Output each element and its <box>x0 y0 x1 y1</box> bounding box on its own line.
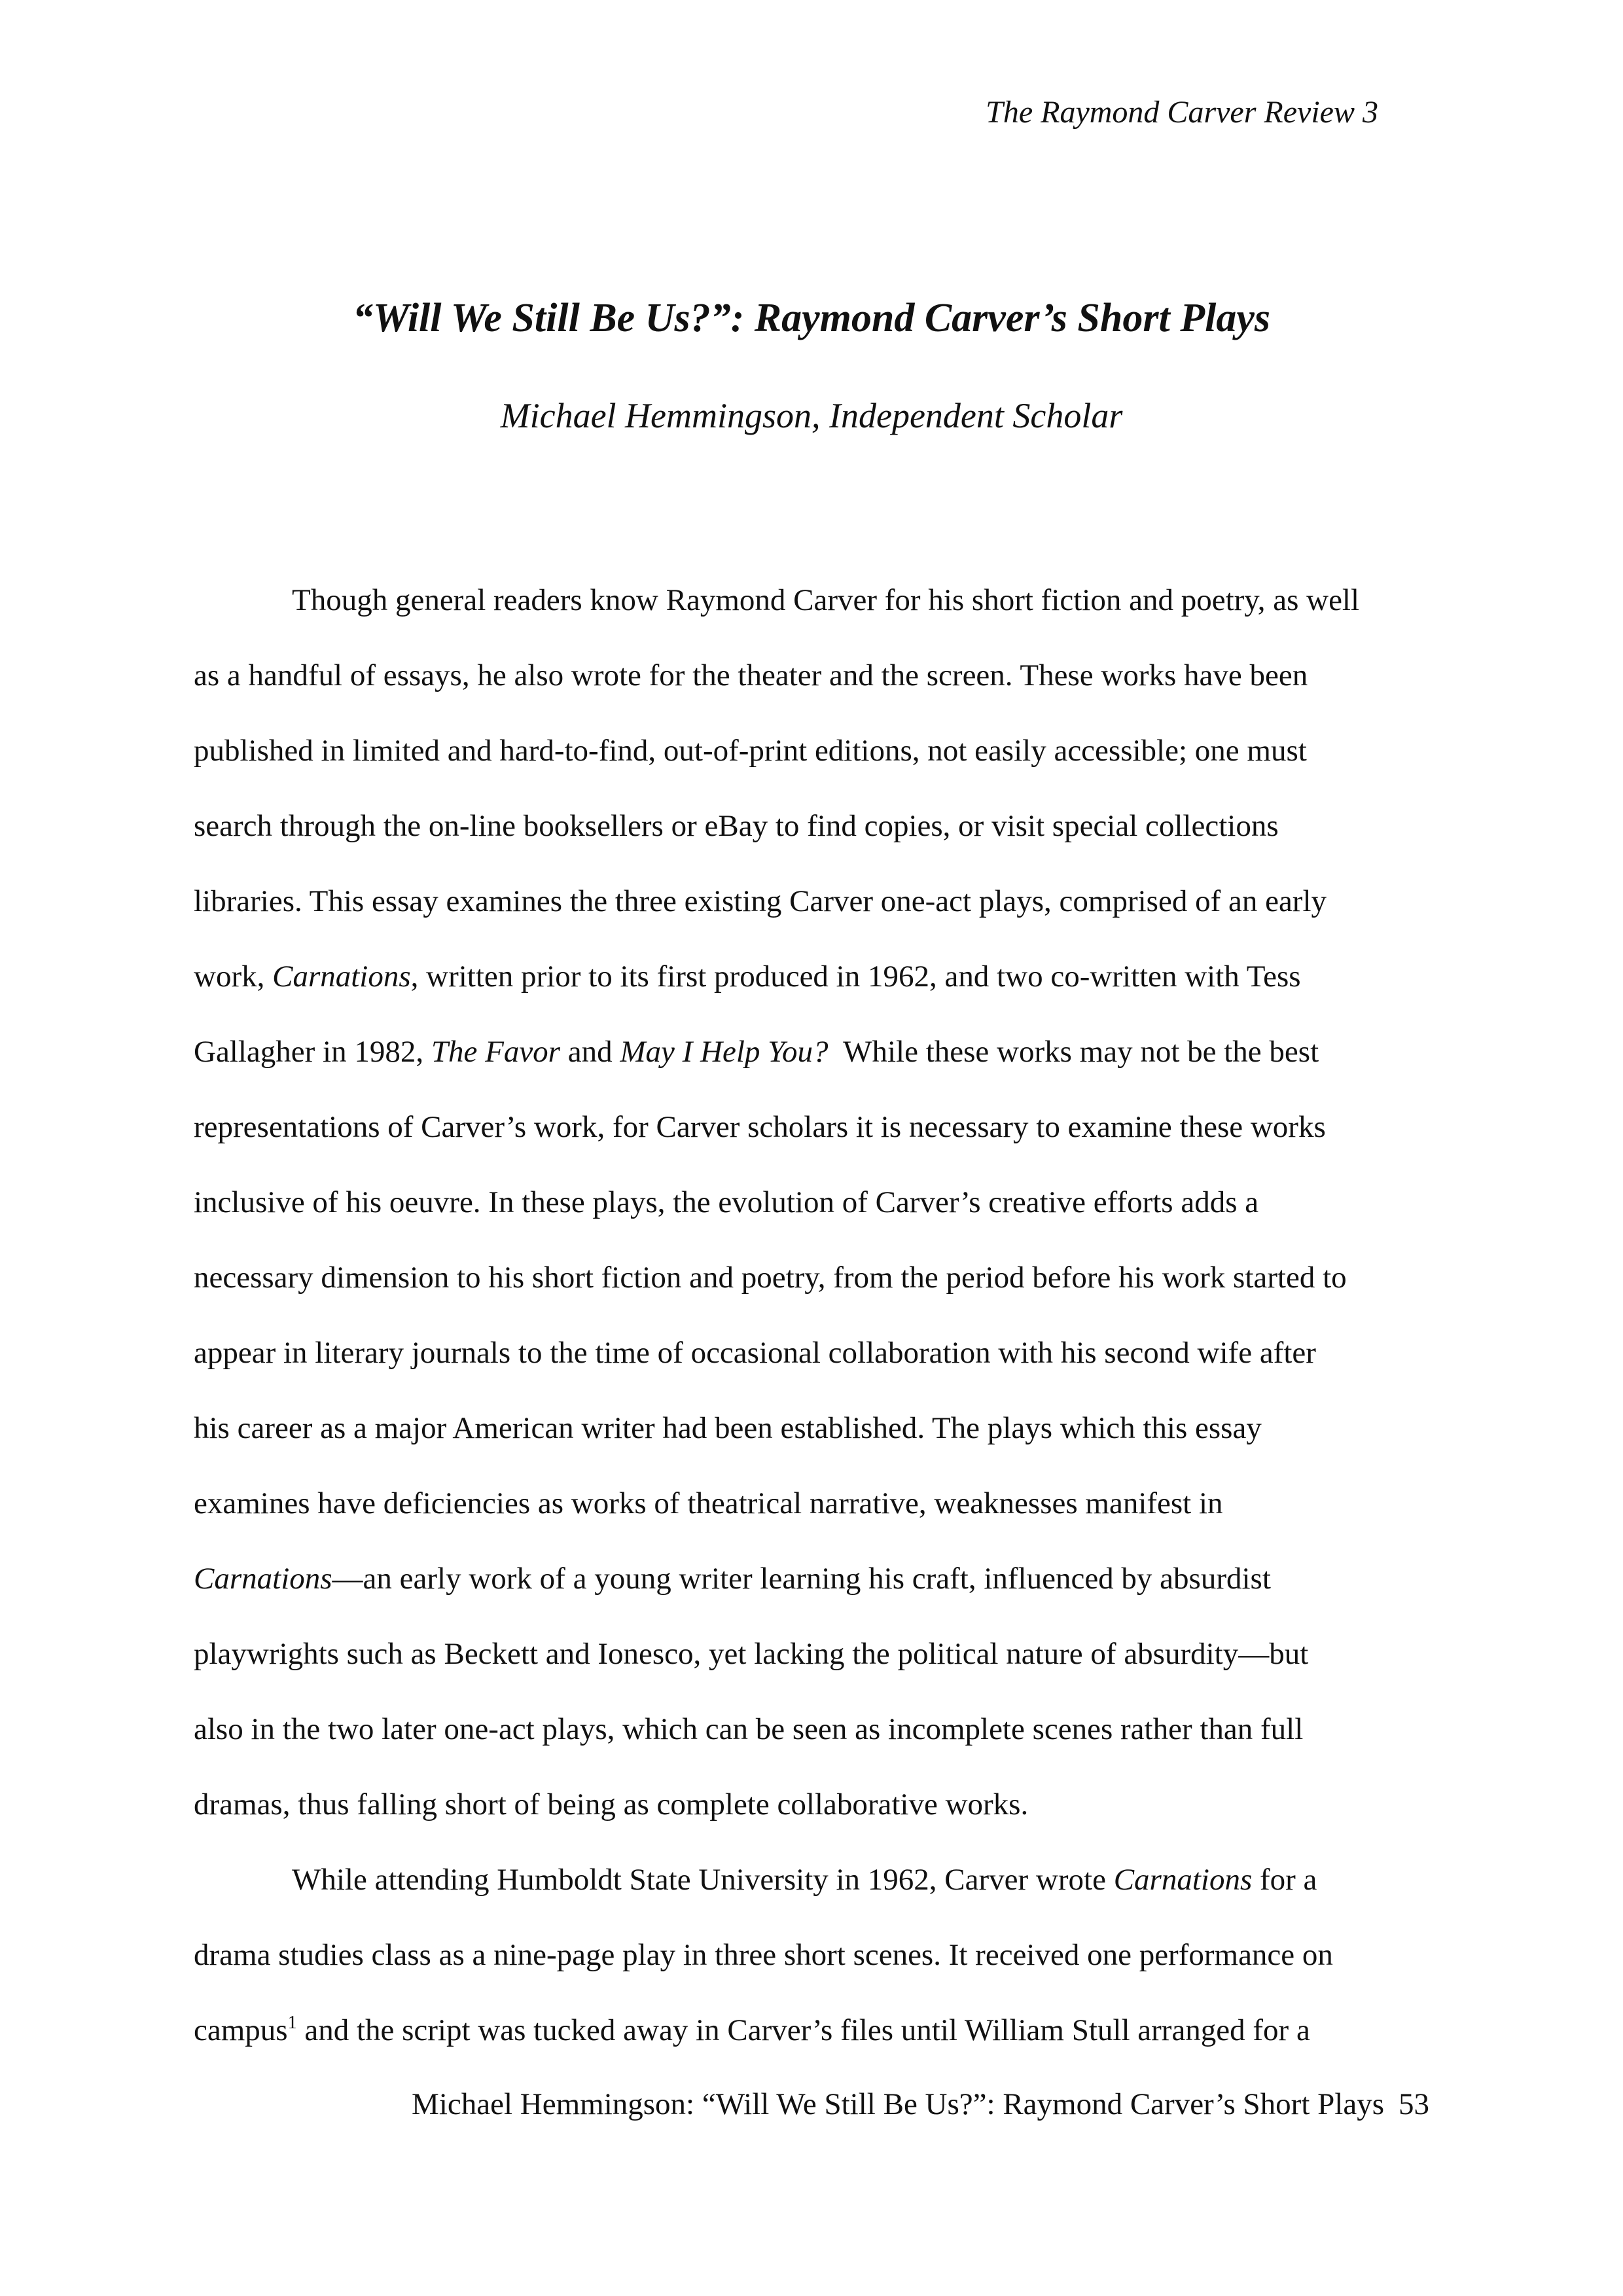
text-line: search through the on-line booksellers or eBay to find copies, or visit special collections <box>194 809 1279 843</box>
text-line <box>194 1562 1271 1596</box>
text-run: While attending Humboldt State University in 1962, Carver wrote <box>292 1863 1114 1897</box>
text-run: and <box>560 1035 620 1069</box>
author-line: Michael Hemmingson, Independent Scholar <box>500 396 1123 435</box>
play-title-carnations: Carnations <box>1113 1863 1253 1897</box>
play-title-the-favor: The Favor <box>431 1035 560 1069</box>
text-line: necessary dimension to his short fiction and poetry, from the period before his work started to <box>194 1261 1347 1295</box>
text-run: , written prior to its first produced in 1962, and two co-written with Tess <box>410 960 1301 994</box>
text-run: and the script was tucked away in Carver’s files until William Stull arranged for a <box>296 2013 1310 2047</box>
text-line: his career as a major American writer had been established. The plays which this essay <box>194 1411 1262 1445</box>
page-number: 53 <box>1399 2087 1429 2121</box>
text-run: work, <box>194 960 273 994</box>
text-line <box>194 2013 1310 2047</box>
text-line <box>292 1863 1317 1897</box>
text-run: campus <box>194 2013 288 2047</box>
text-run: While these works may not be the best <box>828 1035 1319 1069</box>
page-footer <box>412 2089 1429 2120</box>
article-body <box>194 563 1437 2068</box>
text-line: libraries. This essay examines the three existing Carver one-act plays, comprised of an early <box>194 884 1327 918</box>
footnote-marker[interactable]: 1 <box>287 2013 297 2033</box>
text-line: dramas, thus falling short of being as complete collaborative works. <box>194 1787 1029 1821</box>
text-run: —an early work of a young writer learning his craft, influenced by absurdist <box>332 1562 1271 1596</box>
text-line: also in the two later one-act plays, which can be seen as incomplete scenes rather than full <box>194 1712 1304 1746</box>
paragraph-1 <box>194 563 1437 1842</box>
play-title-may-i-help-you: May I Help You? <box>620 1035 829 1069</box>
text-line <box>194 1035 1319 1069</box>
footer-citation: Michael Hemmingson: “Will We Still Be Us?”: Raymond Carver’s Short Plays <box>412 2087 1384 2121</box>
text-line: drama studies class as a nine-page play in three short scenes. It received one performance on <box>194 1938 1333 1972</box>
text-line: representations of Carver’s work, for Carver scholars it is necessary to examine these works <box>194 1110 1326 1144</box>
text-run: Gallagher in 1982, <box>194 1035 431 1069</box>
article-title: “Will We Still Be Us?”: Raymond Carver’s Short Plays <box>353 296 1270 340</box>
paragraph-2 <box>194 1842 1437 2068</box>
play-title-carnations: Carnations <box>272 960 411 994</box>
text-line: as a handful of essays, he also wrote for the theater and the screen. These works have been <box>194 658 1308 692</box>
text-line: inclusive of his oeuvre. In these plays, the evolution of Carver’s creative efforts adds a <box>194 1185 1259 1219</box>
text-run: for a <box>1252 1863 1317 1897</box>
text-line: published in limited and hard-to-find, out-of-print editions, not easily accessible; one must <box>194 734 1307 768</box>
text-line: playwrights such as Beckett and Ionesco, yet lacking the political nature of absurdity—but <box>194 1637 1309 1671</box>
text-line: examines have deficiencies as works of theatrical narrative, weaknesses manifest in <box>194 1486 1223 1520</box>
text-line: appear in literary journals to the time of occasional collaboration with his second wife after <box>194 1336 1316 1370</box>
running-head: The Raymond Carver Review 3 <box>986 95 1378 130</box>
text-line: Though general readers know Raymond Carver for his short fiction and poetry, as well <box>292 583 1360 617</box>
text-line <box>194 960 1301 994</box>
play-title-carnations: Carnations <box>194 1562 332 1596</box>
